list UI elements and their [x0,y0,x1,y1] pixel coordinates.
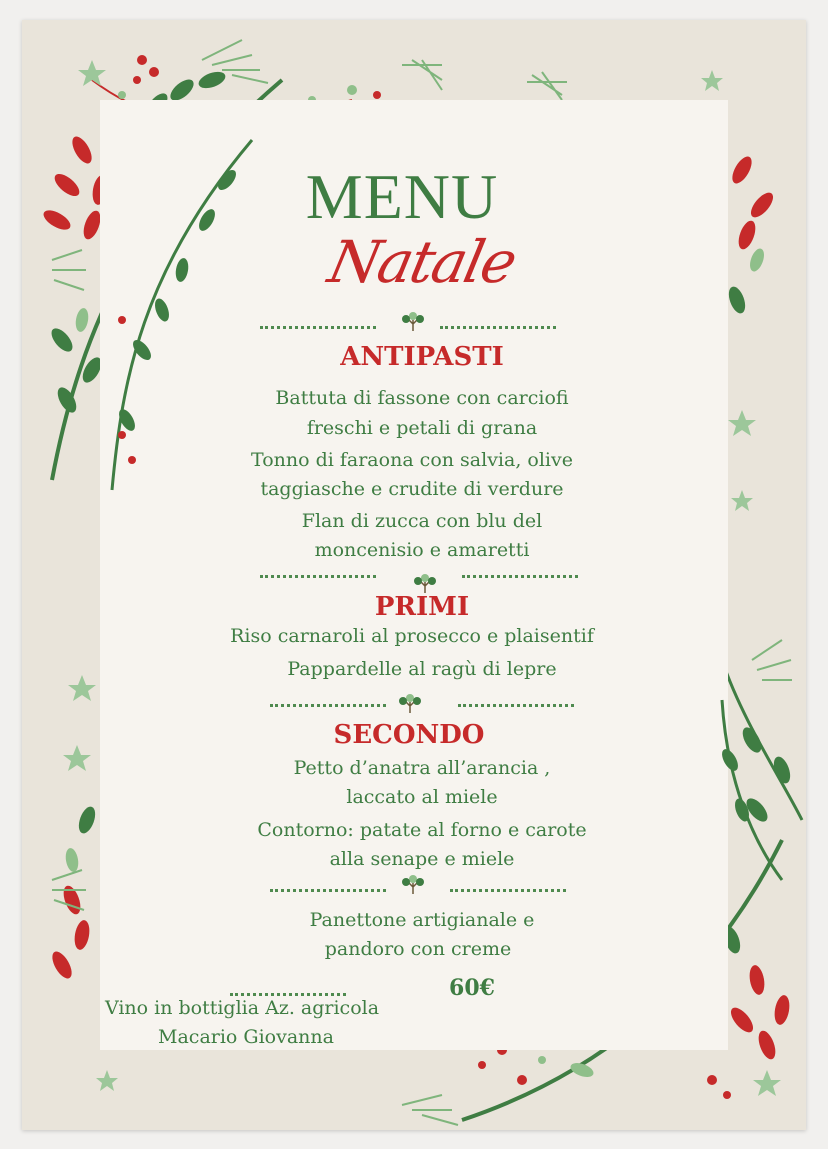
menu-item: Pappardelle al ragù di lepre [287,658,557,680]
section-heading-antipasti: ANTIPASTI [340,342,504,372]
sprig-icon [397,692,423,714]
menu-item: Battuta di fassone con carciofi [275,387,569,409]
menu-item: Contorno: patate al forno e carote [257,819,587,841]
dotted-divider [260,575,376,580]
menu-item: laccato al miele [346,786,498,808]
section-heading-primi: PRIMI [374,592,470,622]
menu-item: moncenisio e amaretti [314,539,530,561]
dessert-item: pandoro con creme [324,938,512,960]
menu-title: MENU [305,161,499,232]
sprig-icon [400,310,426,332]
menu-item: Tonno di faraona con salvia, olive [251,449,573,471]
sprig-icon [400,873,426,895]
menu-card [22,20,806,1130]
menu-item: Riso carnaroli al prosecco e plaisentif [230,625,594,647]
dotted-divider [450,889,566,894]
price: 60€ [449,975,495,1001]
dotted-divider [260,326,376,331]
wine-note: Macario Giovanna [158,1026,334,1048]
sprig-icon [412,572,438,594]
dessert-item: Panettone artigianale e [309,909,535,931]
dotted-divider [440,326,556,331]
dotted-divider [462,575,578,580]
natale-script-title: Natale [322,228,522,296]
menu-item: taggiasche e crudite di verdure [260,478,564,500]
wine-note: Vino in bottiglia Az. agricola [104,997,380,1019]
dotted-divider [458,704,574,709]
menu-item: Flan di zucca con blu del [301,510,543,532]
menu-item: alla senape e miele [329,848,515,870]
menu-item: Petto d’anatra all’arancia , [293,757,551,779]
section-heading-secondo: SECONDO [333,720,485,750]
dotted-divider [270,889,386,894]
dotted-divider [270,704,386,709]
menu-item: freschi e petali di grana [306,417,538,439]
